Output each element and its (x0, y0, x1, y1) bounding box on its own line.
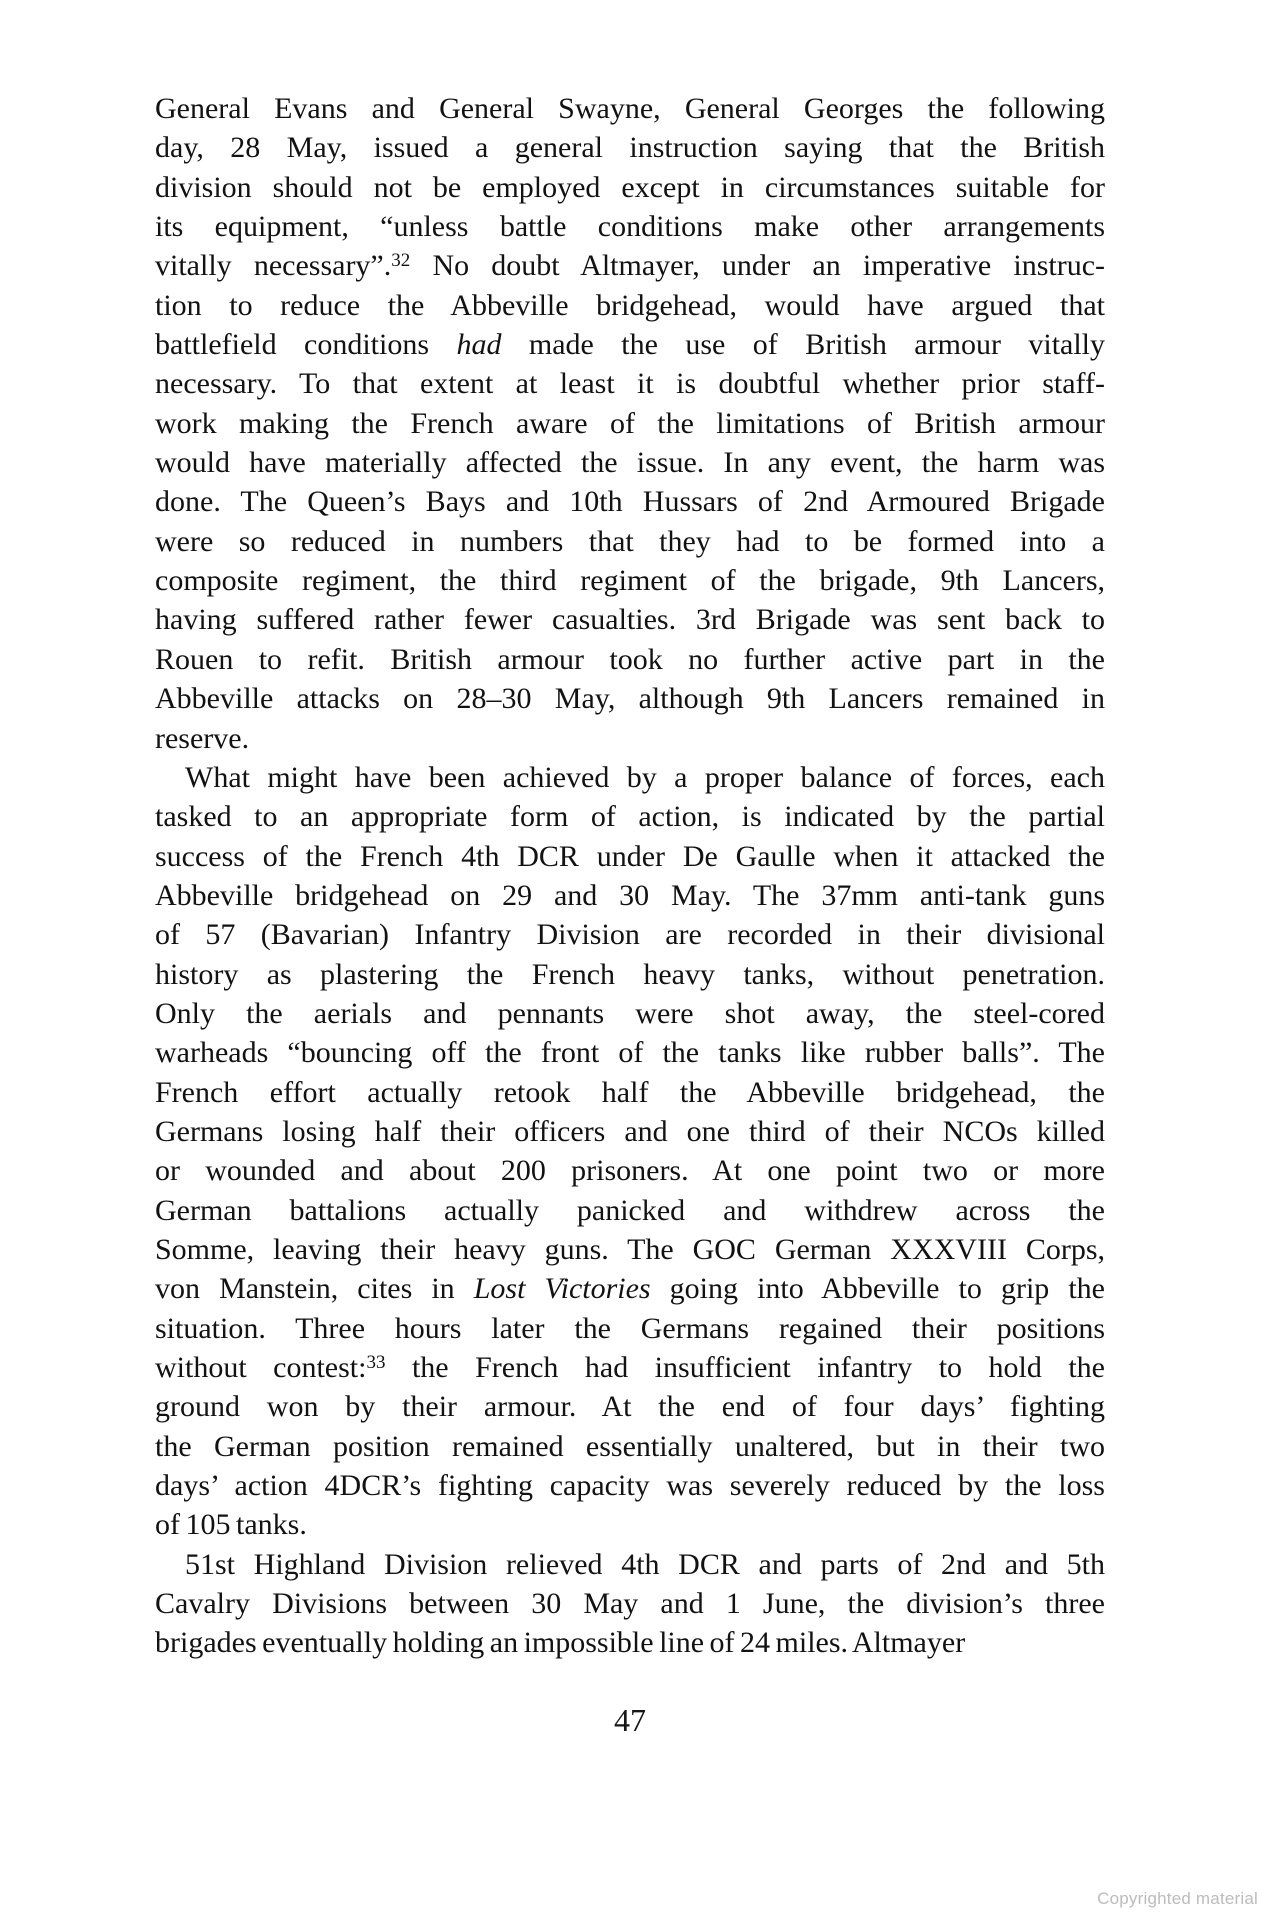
text-line: 51st Highland Division relieved 4th DCR and parts of 2nd and 5th (185, 1547, 1105, 1581)
text-line: without contest:$^{33}$ the French had insufficient infantry to hold the (155, 1351, 1105, 1384)
text-line: composite regiment, the third regiment of the brigade, 9th Lancers, (155, 564, 1105, 598)
text-line: situation. Three hours later the Germans regained their positions (155, 1311, 1105, 1345)
text-line: success of the French 4th DCR under De Gaulle when it attacked the (155, 839, 1105, 873)
text-line: reserve. (155, 721, 250, 755)
text-line: of 105 tanks. (155, 1508, 307, 1542)
text-line: the German position remained essentially unaltered, but in their two (155, 1429, 1105, 1463)
text-line: having suffered rather fewer casualties. 3rd Brigade was sent back to (155, 603, 1105, 637)
text-line: What might have been achieved by a proper balance of forces, each (185, 760, 1105, 794)
text-line: Only the aerials and pennants were shot away, the steel-cored (155, 996, 1105, 1030)
text-line: tasked to an appropriate form of action, is indicated by the partial (155, 800, 1105, 834)
copyright-watermark: Copyrighted material (1097, 1889, 1258, 1908)
text-line: day, 28 May, issued a general instruction saying that the British (155, 131, 1105, 165)
text-line: done. The Queen’s Bays and 10th Hussars of 2nd Armoured Brigade (155, 485, 1105, 519)
text-line: would have materially affected the issue. In any event, the harm was (155, 446, 1105, 480)
text-line: warheads “bouncing off the front of the tanks like rubber balls”. The (155, 1036, 1105, 1070)
text-line: were so reduced in numbers that they had to be formed into a (155, 524, 1105, 558)
text-line: French effort actually retook half the Abbeville bridgehead, the (155, 1075, 1105, 1109)
text-line: history as plastering the French heavy tanks, without penetration. (155, 957, 1105, 991)
text-line: German battalions actually panicked and withdrew across the (155, 1193, 1105, 1227)
page-text (155, 92, 1105, 1666)
text-line: vitally necessary”.$^{32}$ No doubt Altmayer, under an imperative instruc- (155, 249, 1105, 283)
text-line: days’ action 4DCR’s fighting capacity was severely reduced by the loss (155, 1469, 1105, 1503)
text-line: ground won by their armour. At the end of four days’ fighting (155, 1390, 1105, 1424)
text-line: its equipment, “unless battle conditions make other arrangements (155, 210, 1105, 244)
text-line: division should not be employed except in circumstances suitable for (155, 170, 1105, 204)
text-line: von Manstein, cites in Lost Victories going into Abbeville to grip the (155, 1272, 1105, 1306)
text-line: brigades eventually holding an impossible line of 24 miles. Altmayer (155, 1626, 966, 1660)
text-line: Rouen to refit. British armour took no further active part in the (155, 642, 1105, 676)
text-line: tion to reduce the Abbeville bridgehead, would have argued that (155, 288, 1105, 322)
text-line: of 57 (Bavarian) Infantry Division are recorded in their divisional (155, 918, 1105, 952)
text-line: necessary. To that extent at least it is doubtful whether prior staff- (155, 367, 1105, 401)
text-line: battlefield conditions had made the use of British armour vitally (155, 328, 1106, 362)
text-line: work making the French aware of the limitations of British armour (155, 406, 1105, 440)
text-line: Abbeville bridgehead on 29 and 30 May. The 37mm anti-tank guns (155, 878, 1105, 912)
page-number: 47 (614, 1702, 646, 1738)
text-line: Germans losing half their officers and one third of their NCOs killed (155, 1114, 1105, 1148)
text-line: or wounded and about 200 prisoners. At one point two or more (155, 1154, 1105, 1188)
text-line: Somme, leaving their heavy guns. The GOC German XXXVIII Corps, (155, 1232, 1105, 1266)
text-line: Abbeville attacks on 28–30 May, although 9th Lancers remained in (155, 682, 1105, 716)
text-line: Cavalry Divisions between 30 May and 1 June, the division’s three (155, 1587, 1105, 1621)
text-line: General Evans and General Swayne, General Georges the following (155, 92, 1105, 125)
